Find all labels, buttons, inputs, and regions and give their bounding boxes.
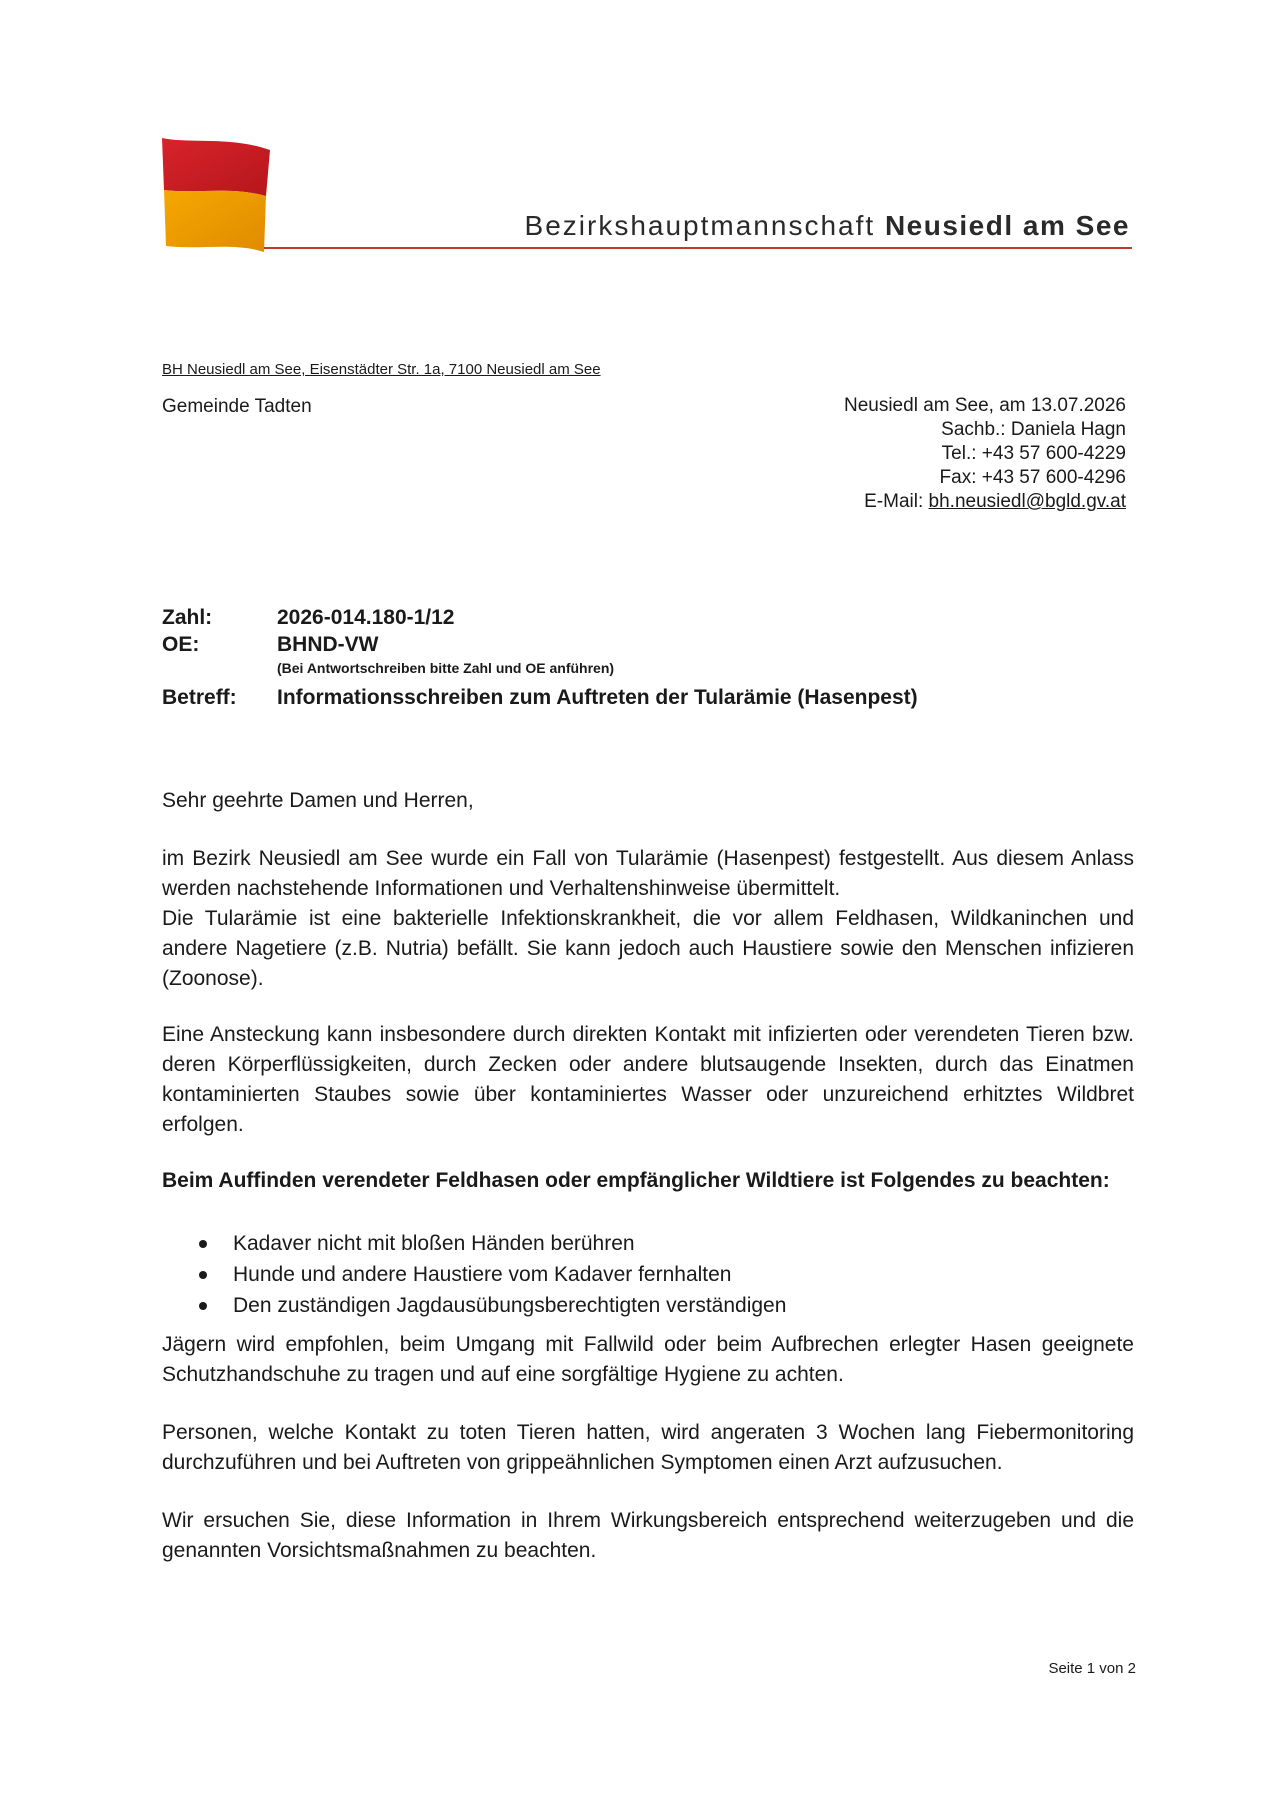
- zahl-value: 2026-014.180-1/12: [277, 606, 455, 629]
- page-number: Seite 1 von 2: [1048, 1660, 1136, 1677]
- paragraph-intro: [162, 844, 1134, 994]
- oe-value: BHND-VW: [277, 633, 379, 656]
- instructions-heading: Beim Auffinden verendeter Feldhasen oder empfänglicher Wildtiere ist Folgendes zu beachten:: [162, 1169, 1110, 1192]
- paragraph-1: im Bezirk Neusiedl am See wurde ein Fall von Tularämie (Hasenpest) festgestellt. Aus diesem Anlass werden nachstehende Informationen und Verhaltenshinweise übermittelt.: [162, 847, 1134, 900]
- paragraph-6: Wir ersuchen Sie, diese Information in Ihrem Wirkungsbereich entsprechend weiterzugeben und die genannten Vorsichtsmaßnahmen zu beachten.: [162, 1509, 1134, 1562]
- list-item: [197, 1228, 1097, 1259]
- salutation: Sehr geehrte Damen und Herren,: [162, 789, 474, 812]
- burgenland-flag-logo: [160, 134, 272, 254]
- paragraph-3: Eine Ansteckung kann insbesondere durch direkten Kontakt mit infizierten oder verendeten Tieren bzw. deren Körperflüssigkeiten, durch Zecken oder andere blutsaugende Insekten, durch das Einatmen kontaminierten Staubes sowie über kontaminiertes Wasser oder unzureichend erhitztes Wildbret erfolgen.: [162, 1023, 1134, 1136]
- office-title: [514, 210, 1130, 242]
- bullet-icon: [199, 1271, 207, 1279]
- paragraph-5: Personen, welche Kontakt zu toten Tieren hatten, wird angeraten 3 Wochen lang Fiebermonitoring durchzuführen und bei Auftreten von grippeähnlichen Symptomen einen Arzt aufzusuchen.: [162, 1421, 1134, 1474]
- email-line: [760, 490, 1126, 514]
- header-divider: [264, 247, 1132, 249]
- bullet-icon: [199, 1302, 207, 1310]
- phone-line: Tel.: +43 57 600-4229: [941, 443, 1126, 464]
- instruction-list: [197, 1228, 1097, 1321]
- date-line: Neusiedl am See, am 13.07.2026: [843, 395, 1126, 416]
- paragraph-2: Die Tularämie ist eine bakterielle Infektionskrankheit, die vor allem Feldhasen, Wildkaninchen und andere Nagetiere (z.B. Nutria) befällt. Sie kann jedoch auch Haustiere sowie den Menschen infizieren (Zoonose).: [162, 907, 1134, 990]
- list-item-text: Den zuständigen Jagdausübungsberechtigten verständigen: [233, 1294, 787, 1317]
- email-link[interactable]: bh.neusiedl@bgld.gv.at: [928, 491, 1126, 512]
- oe-label: OE:: [162, 633, 200, 656]
- bullet-icon: [199, 1240, 207, 1248]
- office-prefix: Bezirkshauptmannschaft: [524, 210, 876, 241]
- fax-line: Fax: +43 57 600-4296: [939, 467, 1126, 488]
- betreff-value: Informationsschreiben zum Auftreten der Tularämie (Hasenpest): [277, 686, 918, 709]
- paragraph-4: Jägern wird empfohlen, beim Umgang mit Fallwild oder beim Aufbrechen erlegter Hasen geeignete Schutzhandschuhe zu tragen und auf eine sorgfältige Hygiene zu achten.: [162, 1333, 1134, 1386]
- betreff-label: Betreff:: [162, 686, 237, 709]
- list-item: [197, 1259, 1097, 1290]
- list-item-text: Hunde und andere Haustiere vom Kadaver fernhalten: [233, 1263, 732, 1286]
- zahl-label: Zahl:: [162, 606, 213, 629]
- clerk-line: Sachb.: Daniela Hagn: [941, 419, 1126, 440]
- list-item: [197, 1290, 1097, 1321]
- reply-note: (Bei Antwortschreiben bitte Zahl und OE anführen): [277, 660, 615, 676]
- list-item-text: Kadaver nicht mit bloßen Händen berühren: [233, 1232, 635, 1255]
- recipient: Gemeinde Tadten: [162, 396, 312, 417]
- email-label: E-Mail:: [864, 491, 929, 512]
- sender-details: [760, 394, 1126, 514]
- return-address: BH Neusiedl am See, Eisenstädter Str. 1a, 7100 Neusiedl am See: [162, 361, 601, 378]
- office-place: Neusiedl am See: [884, 210, 1130, 241]
